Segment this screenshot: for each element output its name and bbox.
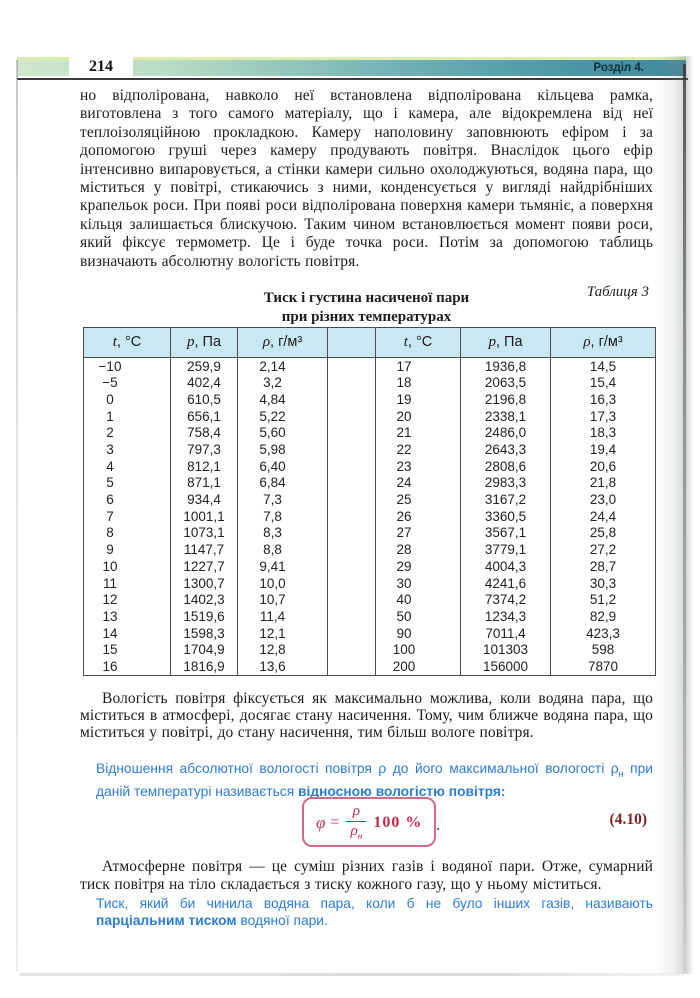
table-cell: 19,4 [551,441,656,458]
table-row [84,575,656,592]
formula-row [80,797,653,851]
table-row [84,508,656,525]
table-cell: 11,4 [238,608,328,625]
definition-text: при даній температурі називається [96,761,653,800]
table-cell: 8,3 [238,525,328,542]
table-spacer-cell [328,475,376,492]
table-cell: 12,1 [238,625,328,642]
table-spacer-cell [328,391,376,408]
unit-pascal: , Па [194,334,222,350]
table-row [84,492,656,509]
page-header-bar [17,57,686,76]
table-cell: 14,5 [551,358,656,375]
table-cell: 4,84 [238,391,328,408]
table-cell: 1816,9 [171,658,238,675]
header-cell-pressure-right [461,328,551,358]
variable-t: t [112,334,117,350]
formula-fraction [346,803,366,842]
table-cell: 4 [106,458,114,474]
table-cell: 5,22 [238,408,328,425]
denominator-subscript-n: н [357,832,363,842]
table-title-line1: Тиск і густина насиченої пари [263,290,470,306]
table-cell: 7 [106,508,114,524]
table-cell: 1147,7 [171,542,238,559]
table-cell: 871,1 [171,475,238,492]
fraction-denominator [346,821,366,842]
table-row [84,425,656,442]
table-cell: 9,41 [238,558,328,575]
table-cell: 1227,7 [171,558,238,575]
table-cell: 2486,0 [461,425,551,442]
table-cell: 30 [376,575,461,592]
table-cell: 3567,1 [461,525,551,542]
table-row [84,592,656,609]
table-cell: 101303 [461,642,551,659]
table-cell: 2983,3 [461,475,551,492]
table-spacer-cell [328,358,376,375]
table-cell: 610,5 [171,391,238,408]
table-cell: 2338,1 [461,408,551,425]
table-cell: 8,8 [238,542,328,559]
table-cell: 2,14 [238,358,328,375]
chapter-label: Розділ 4. [593,62,644,74]
table-row [84,391,656,408]
humidity-paragraph: Вологість повітря фіксується як максимально можлива, коли водяна пара, що міститься в атмосфері, досягає стану насичення. Тому, чим ближче водяна пара, що міститься у повітрі, до стану насичення, тим більш вологе повітря. [80,690,653,742]
table-row [84,475,656,492]
page-edge-left [16,60,18,972]
definition-text: Відношення абсолютної вологості повітря ρ до його максимальної вологості ρ [96,761,619,776]
table-cell: 2 [106,425,114,441]
table-cell: 812,1 [171,458,238,475]
variable-rho: ρ [262,334,271,350]
table-row [84,625,656,642]
table-spacer-cell [328,625,376,642]
table-cell: 10 [102,558,118,574]
table-cell: −5 [102,375,118,391]
table-cell: −10 [98,358,122,374]
table-cell: 1704,9 [171,642,238,659]
table-spacer-cell [328,441,376,458]
table-spacer-cell [328,375,376,392]
table-row [84,642,656,659]
table-cell: 2196,8 [461,391,551,408]
unit-pascal: , Па [495,334,523,350]
table-cell: 598 [551,642,656,659]
table-cell: 10,7 [238,592,328,609]
unit-celsius: , °C [407,334,433,350]
table-cell: 21,8 [551,475,656,492]
table-cell: 26 [376,508,461,525]
page-edge-right-shade [655,56,695,974]
page-edge-bottom [20,973,684,976]
table-spacer-cell [328,525,376,542]
table-cell: 156000 [461,658,551,675]
table-cell: 7870 [551,658,656,675]
table-cell: 25,8 [551,525,656,542]
table-cell: 13 [102,608,118,624]
table-cell: 2643,3 [461,441,551,458]
table-row [84,525,656,542]
table-cell: 82,9 [551,608,656,625]
formula-equals: = [330,813,340,831]
table-cell: 50 [376,608,461,625]
variable-p: p [186,334,195,350]
table-caption: Таблиця 3 [586,284,649,300]
formula-period: . [436,815,441,834]
table-spacer-cell [328,458,376,475]
table-cell: 27,2 [551,542,656,559]
table-spacer-cell [328,575,376,592]
table-spacer-cell [328,558,376,575]
page-number: 214 [89,58,113,75]
table-caption-row [80,283,653,327]
table-cell: 423,3 [551,625,656,642]
definition-relative-humidity [96,760,653,801]
table-cell: 12,8 [238,642,328,659]
definition-term: відносною вологістю повітря: [298,784,506,800]
table-cell: 797,3 [171,441,238,458]
table-cell: 3 [106,442,114,458]
table-cell: 19 [376,391,461,408]
table-cell: 9 [106,542,114,558]
table-row [84,358,656,375]
table-cell: 200 [376,658,461,675]
table-cell: 24 [376,475,461,492]
table-cell: 11 [102,575,117,591]
table-cell: 934,4 [171,492,238,509]
table-cell: 2063,5 [461,375,551,392]
table-cell: 2808,6 [461,458,551,475]
table-row [84,408,656,425]
table-cell: 15,4 [551,375,656,392]
table-cell: 29 [376,558,461,575]
table-cell: 5 [106,475,114,491]
definition-text: Тиск, який би чинила водяна пара, коли б не було інших газів, називають [96,896,653,911]
table-cell: 1300,7 [171,575,238,592]
header-cell-temperature-right [376,328,461,358]
table-cell: 100 [376,642,461,659]
table-row [84,608,656,625]
table-cell: 28 [376,542,461,559]
table-cell: 15 [102,642,118,658]
table-cell: 30,3 [551,575,656,592]
table-cell: 16,3 [551,391,656,408]
table-cell: 656,1 [171,408,238,425]
table-cell: 18 [376,375,461,392]
header-cell-pressure-left [171,328,238,358]
definition-partial-pressure [96,895,653,930]
header-cell-temperature-left [84,328,171,358]
table-cell: 4241,6 [461,575,551,592]
table-cell: 22 [376,441,461,458]
header-spacer-cell [328,328,376,358]
table-cell: 1234,3 [461,608,551,625]
variable-t: t [403,334,408,350]
table-spacer-cell [328,542,376,559]
table-spacer-cell [328,592,376,609]
table-cell: 23,0 [551,492,656,509]
table-cell: 3,2 [238,375,328,392]
definition-term: парціальним тиском [96,913,237,929]
table-cell: 13,6 [238,658,328,675]
table-cell: 7,8 [238,508,328,525]
table-cell: 21 [376,425,461,442]
table-cell: 1598,3 [171,625,238,642]
table-row [84,375,656,392]
table-row [84,658,656,675]
table-cell: 259,9 [171,358,238,375]
table-cell: 20 [376,408,461,425]
table-row [84,542,656,559]
table-spacer-cell [328,642,376,659]
formula-box [302,797,436,847]
equation-number: (4.10) [609,811,647,828]
table-cell: 1519,6 [171,608,238,625]
table-cell: 5,98 [238,441,328,458]
definition-text: водяної пари. [236,913,328,929]
table-cell: 20,6 [551,458,656,475]
table-cell: 1402,3 [171,592,238,609]
table-title-line2: при різних температурах [281,309,452,325]
table-cell: 758,4 [171,425,238,442]
table-cell: 1 [106,408,114,424]
denominator-rho: ρ [350,823,358,839]
table-cell: 51,2 [551,592,656,609]
table-cell: 3360,5 [461,508,551,525]
table-cell: 6,40 [238,458,328,475]
table-row [84,558,656,575]
formula-factor: 100 % [373,813,423,831]
unit-gram-per-m3: , г/м³ [590,334,623,350]
table-cell: 14 [102,625,118,641]
table-cell: 4004,3 [461,558,551,575]
table-cell: 27 [376,525,461,542]
table-cell: 3779,1 [461,542,551,559]
atmosphere-paragraph: Атмосферне повітря — це суміш різних газів і водяної пари. Отже, сумарний тиск повітря на тіло складається з тиску кожного газу, що у ньому міститься. [80,858,653,893]
header-cell-density-left [238,328,328,358]
table-cell: 402,4 [171,375,238,392]
table-cell: 90 [376,625,461,642]
page-edge-right-line [683,64,686,972]
intro-paragraph: но відполірована, навколо неї встановлена відполірована кільцева рамка, виготовлена з того самого матеріалу, що і камера, але відокремлена від неї теплоізоляційною прокладкою. Камеру наполовину заповнюють ефіром і за допомогою груші через камеру продувають повітря. Внаслідок цього ефір інтенсивно випаровується, а стінки камери сильно охолоджуються, водяна пара, що міститься у повітрі, стикаючись з ними, конденсується у вигляді найдрібніших крапельок роси. При появі роси відполірована поверхня камери тьмяніє, а поверхня кільця залишається блискучою. Таким чином встановлюється момент появи роси, який фіксує термометр. Це і буде точка роси. Потім за допомогою таблиць визначають абсолютну вологість повітря. [80,87,653,270]
table-cell: 7374,2 [461,592,551,609]
saturation-table-body [84,358,656,676]
unit-gram-per-m3: , г/м³ [270,334,303,350]
variable-p: p [488,334,496,350]
header-cell-density-right [551,328,656,358]
table-cell: 18,3 [551,425,656,442]
table-row [84,441,656,458]
saturation-table [83,327,656,676]
variable-rho: ρ [583,334,591,350]
table-row [84,458,656,475]
table-cell: 6,84 [238,475,328,492]
table-cell: 24,4 [551,508,656,525]
table-cell: 1001,1 [171,508,238,525]
table-cell: 17,3 [551,408,656,425]
table-cell: 5,60 [238,425,328,442]
table-cell: 8 [106,525,114,541]
table-cell: 23 [376,458,461,475]
table-cell: 7,3 [238,492,328,509]
rho-subscript-n: н [618,768,624,779]
table-spacer-cell [328,658,376,675]
header-rule [17,78,688,80]
table-header-row [84,328,656,358]
table-cell: 3167,2 [461,492,551,509]
table-spacer-cell [328,408,376,425]
table-cell: 17 [376,358,461,375]
table-spacer-cell [328,508,376,525]
fraction-numerator-rho: ρ [352,803,360,819]
table-cell: 28,7 [551,558,656,575]
table-cell: 40 [376,592,461,609]
table-cell: 10,0 [238,575,328,592]
table-spacer-cell [328,492,376,509]
table-cell: 1073,1 [171,525,238,542]
unit-celsius: , °C [116,334,142,350]
table-cell: 16 [102,658,118,674]
formula-phi: φ [316,812,326,832]
table-spacer-cell [328,425,376,442]
table-spacer-cell [328,608,376,625]
table-cell: 12 [102,592,118,608]
table-cell: 0 [106,391,114,407]
table-cell: 6 [106,492,114,508]
table-cell: 7011,4 [461,625,551,642]
table-cell: 25 [376,492,461,509]
table-cell: 1936,8 [461,358,551,375]
